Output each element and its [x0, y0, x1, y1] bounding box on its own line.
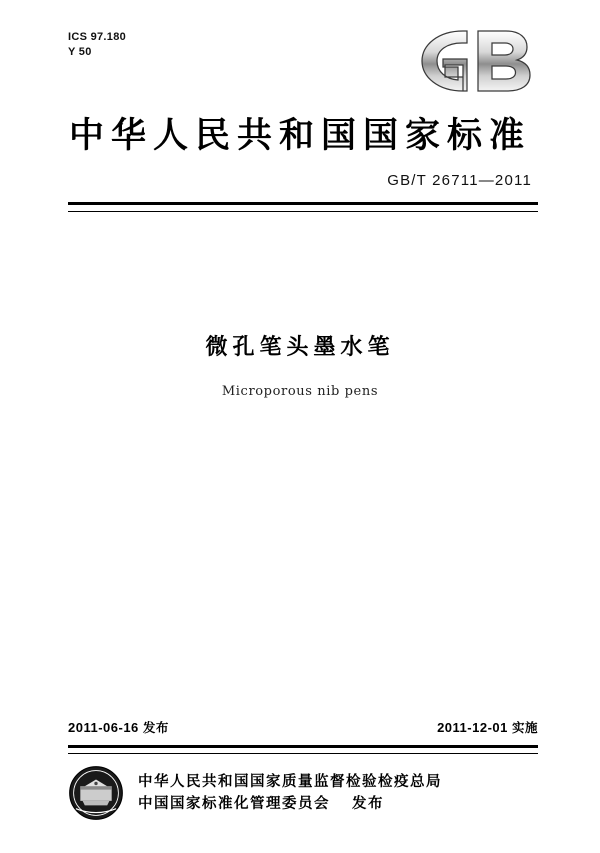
issue-date-label: 发布 [142, 720, 169, 735]
ics-code: ICS 97.180 [68, 31, 127, 43]
effective-date-label: 实施 [511, 720, 538, 735]
issuer-line-2 [138, 793, 442, 815]
issuer-line-1: 中华人民共和国国家质量监督检验检疫总局 [138, 774, 442, 790]
document-title-english: Microporous nib pens [221, 384, 379, 399]
header-rule-thick [68, 202, 538, 205]
header-rule-thin [68, 211, 538, 212]
page-title: 中华人民共和国国家标准 [68, 116, 531, 156]
ccs-code: Y 50 [68, 46, 92, 58]
document-title-chinese: 微孔笔头墨水笔 [205, 335, 395, 360]
issue-date: 2011-06-16 [68, 720, 139, 735]
national-emblem-seal-icon [68, 765, 124, 821]
effective-date: 2011-12-01 [437, 720, 508, 735]
standard-number: GB/T 26711—2011 [387, 172, 532, 189]
issuer-line-2-text: 中国国家标准化管理委员会 [138, 796, 330, 812]
dates-row [68, 718, 538, 736]
ics-classification [68, 30, 126, 60]
issuer-names [138, 771, 442, 815]
issuer-block [68, 765, 538, 821]
footer-rule-thin [68, 753, 538, 754]
footer-rule-thick [68, 745, 538, 748]
effective-date-group [437, 718, 538, 736]
gb-logo-icon [408, 28, 538, 94]
issue-verb: 发布 [352, 796, 384, 812]
issue-date-group [68, 718, 169, 736]
